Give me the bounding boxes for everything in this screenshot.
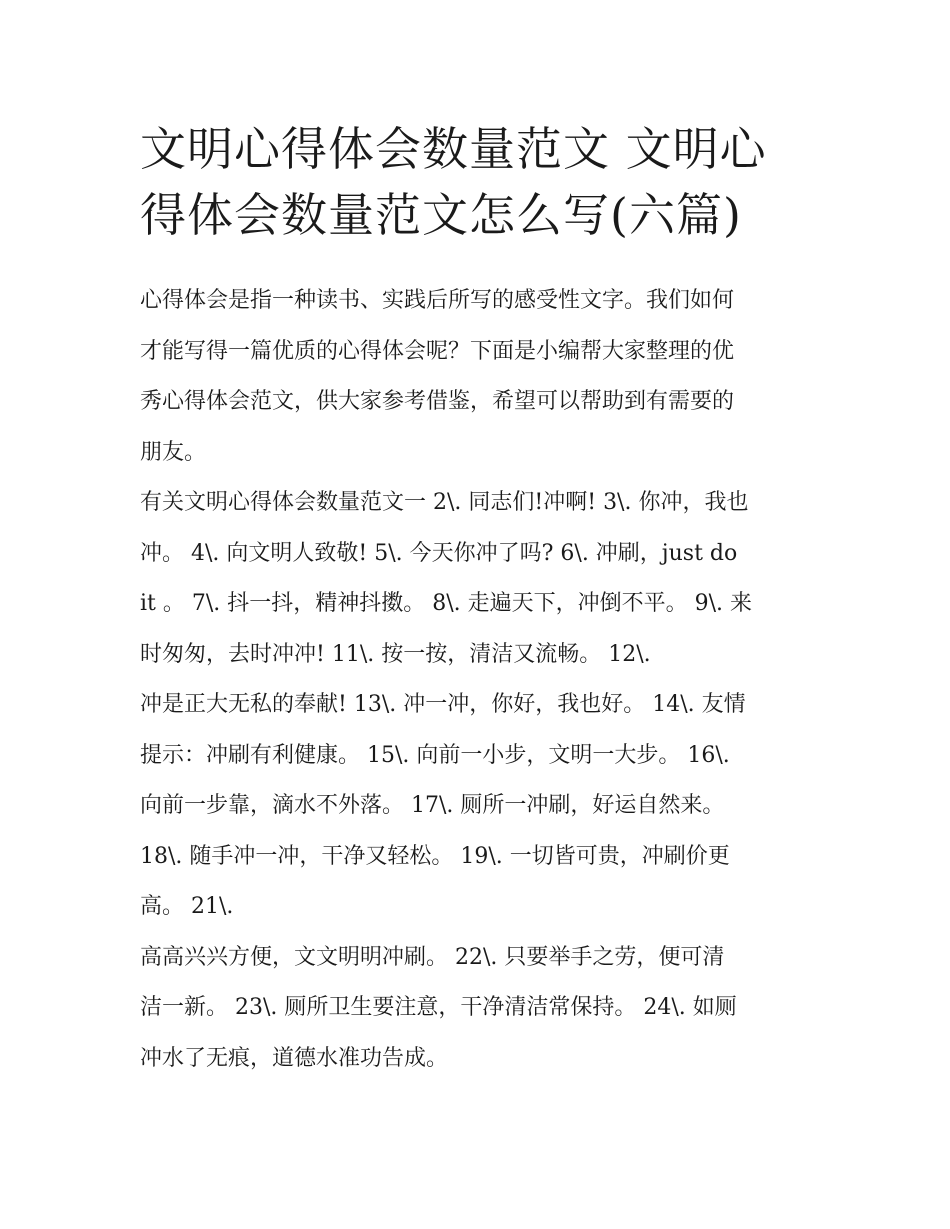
page-title <box>140 116 820 248</box>
text-line: 心得体会是指一种读书、实践后所写的感受性文字。我们如何 <box>140 288 735 313</box>
text-line: 冲水了无痕，道德水准功告成。 <box>140 1045 449 1071</box>
text-line: 提示：冲刷有利健康。 15\. 向前一小步，文明一大步。 16\. <box>140 742 730 768</box>
text-line: 有关文明心得体会数量范文一 2\. 同志们!冲啊! 3\. 你冲，我也 <box>140 490 749 515</box>
title-line: 得体会数量范文怎么写(六篇) <box>140 188 742 242</box>
text-line: 冲。 4\. 向文明人致敬! 5\. 今天你冲了吗? 6\. 冲刷，just do <box>140 540 738 566</box>
text-line: 冲是正大无私的奉献! 13\. 冲一冲，你好，我也好。 14\. 友情 <box>140 692 746 717</box>
text-line: 18\. 随手冲一冲，干净又轻松。 19\. 一切皆可贵，冲刷价更 <box>140 843 730 869</box>
document-body <box>140 276 830 1084</box>
title-line: 文明心得体会数量范文 文明心 <box>140 122 767 176</box>
text-line: 高。 21\. <box>140 894 234 919</box>
text-line: 时匆匆，去时冲冲! 11\. 按一按，清洁又流畅。 12\. <box>140 641 651 667</box>
text-line: 向前一步靠，滴水不外落。 17\. 厕所一冲刷，好运自然来。 <box>140 793 725 818</box>
text-line: 才能写得一篇优质的心得体会呢？下面是小编帮大家整理的优 <box>140 338 735 364</box>
text-line: 高高兴兴方便，文文明明冲刷。 22\. 只要举手之劳，便可清 <box>140 944 725 970</box>
text-line: 洁一新。 23\. 厕所卫生要注意，干净清洁常保持。 24\. 如厕 <box>140 995 737 1020</box>
text-line: it 。 7\. 抖一抖，精神抖擞。 8\. 走遍天下，冲倒不平。 9\. 来 <box>140 591 753 616</box>
text-line: 秀心得体会范文，供大家参考借鉴，希望可以帮助到有需要的 <box>140 389 735 414</box>
text-line: 朋友。 <box>140 439 207 465</box>
